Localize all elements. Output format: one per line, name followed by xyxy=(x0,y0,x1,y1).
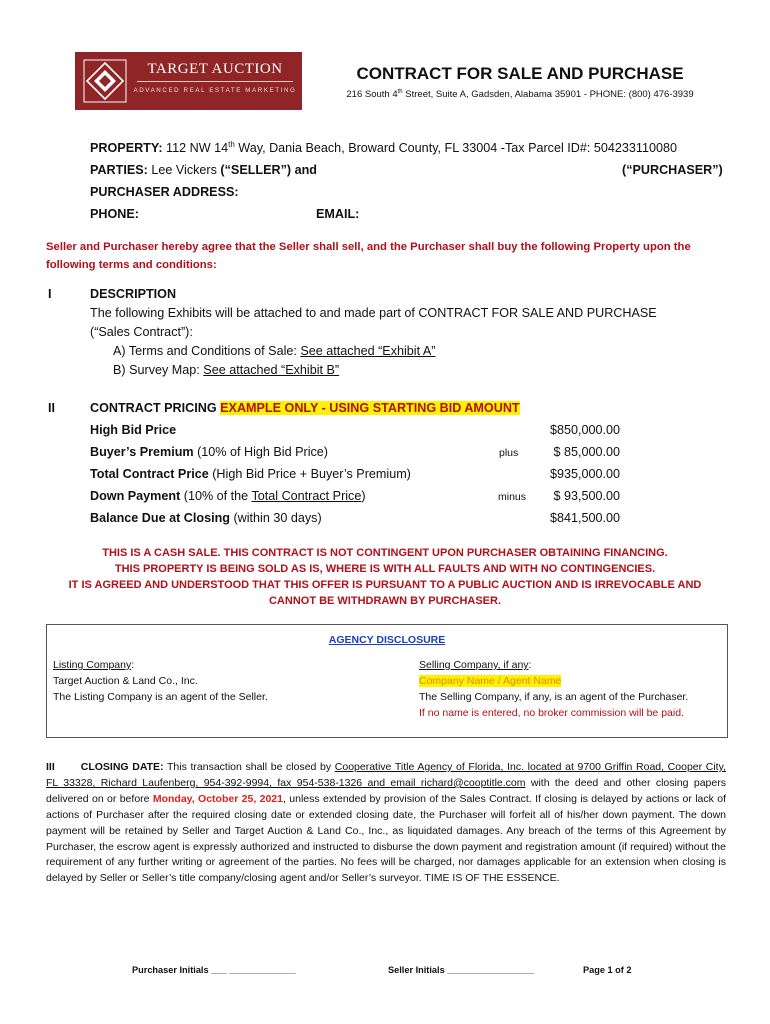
logo-tagline: ADVANCED REAL ESTATE MARKETING xyxy=(133,87,297,94)
email-label: EMAIL: xyxy=(316,207,360,221)
agency-title: AGENCY DISCLOSURE xyxy=(328,634,446,646)
price-amount: $935,000.00 xyxy=(549,467,620,481)
listing-description: The Listing Company is an agent of the Seller. xyxy=(53,691,268,703)
closing-date-value: Monday, October 25, 2021 xyxy=(152,792,283,805)
closing-date-label: CLOSING DATE: xyxy=(80,761,164,773)
selling-company-input[interactable]: Company Name / Agent Name xyxy=(419,675,562,687)
selling-note: If no name is entered, no broker commission will be paid. xyxy=(419,707,684,719)
price-amount: $850,000.00 xyxy=(549,423,620,437)
logo-brand-text: TARGET AUCTION xyxy=(147,61,283,77)
example-highlight: EXAMPLE ONLY - USING STARTING BID AMOUNT xyxy=(220,401,520,415)
exhibit-b-item: B) Survey Map: See attached “Exhibit B” xyxy=(113,363,340,377)
purchaser-tag: (“PURCHASER”) xyxy=(622,163,723,177)
intro-statement: Seller and Purchaser hereby agree that the Seller shall sell, and the Purchaser shall buy the following Property upon the following terms and conditions: xyxy=(46,241,691,271)
section-1-heading: DESCRIPTION xyxy=(90,287,177,301)
exhibit-a-item: A) Terms and Conditions of Sale: See attached “Exhibit A” xyxy=(113,344,436,358)
logo-divider xyxy=(137,81,293,82)
agency-disclosure-box xyxy=(46,624,728,738)
section-2-number: II xyxy=(48,401,55,415)
exhibit-b-link[interactable]: See attached “Exhibit B” xyxy=(203,363,340,377)
price-amount: $ 93,500.00 xyxy=(553,489,620,503)
property-line: PROPERTY: 112 NW 14th Way, Dania Beach, Broward County, FL 33004 -Tax Parcel ID#: 504233110080 xyxy=(90,140,677,156)
price-row-high-bid: High Bid Price xyxy=(90,423,177,437)
property-label: PROPERTY: xyxy=(90,141,163,156)
section-1-number: I xyxy=(48,287,52,301)
price-row-down-payment: Down Payment (10% of the Total Contract Price) xyxy=(90,489,366,503)
listing-label: Listing Company: xyxy=(53,659,135,671)
price-modifier: minus xyxy=(498,491,527,503)
company-address: 216 South 4th Street, Suite A, Gadsden, Alabama 35901 - PHONE: (800) 476-3939 xyxy=(346,89,694,101)
section-1-text-2: (“Sales Contract”): xyxy=(90,325,193,339)
company-logo xyxy=(75,52,302,110)
section-3-number: III xyxy=(46,761,55,773)
price-amount: $841,500.00 xyxy=(549,511,620,525)
price-row-total: Total Contract Price (High Bid Price + Buyer’s Premium) xyxy=(90,467,411,481)
price-modifier: plus xyxy=(499,447,519,459)
price-amount: $ 85,000.00 xyxy=(553,445,620,459)
diamond-logo-icon xyxy=(83,59,127,103)
phone-label: PHONE: xyxy=(90,207,139,221)
notice-irrevocable: IT IS AGREED AND UNDERSTOOD THAT THIS OFFER IS PURSUANT TO A PUBLIC AUCTION AND IS IRREVOCABLE AND xyxy=(68,579,702,591)
section-1-text: The following Exhibits will be attached to and made part of CONTRACT FOR SALE AND PURCHASE xyxy=(90,306,657,320)
page-number: Page 1 of 2 xyxy=(583,965,632,975)
seller-initials-field[interactable]: Seller Initials _________________ xyxy=(388,965,535,975)
notice-cash-sale: THIS IS A CASH SALE. THIS CONTRACT IS NOT CONTINGENT UPON PURCHASER OBTAINING FINANCING. xyxy=(102,547,668,559)
document-title: CONTRACT FOR SALE AND PURCHASE xyxy=(356,64,684,83)
listing-company-name: Target Auction & Land Co., Inc. xyxy=(53,675,198,687)
price-row-balance: Balance Due at Closing (within 30 days) xyxy=(90,511,322,525)
selling-label: Selling Company, if any: xyxy=(419,659,532,671)
section-2-heading: CONTRACT PRICING EXAMPLE ONLY - USING STARTING BID AMOUNT xyxy=(90,401,520,415)
selling-description: The Selling Company, if any, is an agent of the Purchaser. xyxy=(419,691,689,703)
notice-as-is: THIS PROPERTY IS BEING SOLD AS IS, WHERE IS WITH ALL FAULTS AND WITH NO CONTINGENCIES. xyxy=(114,563,656,575)
purchaser-initials-field[interactable]: Purchaser Initials ___ _____________ xyxy=(132,965,296,975)
closing-date-section: III CLOSING DATE: This transaction shall be closed by Cooperative Title Agency of Florida, Inc. located at 9700 Griffin Road, Cooper City, FL 33328, Richard Laufenberg, 954-392-9994, fax 954-538-1326 and email richard@cooptitle.com with the deed and other closing papers delivered on or before Monday, October 25, 2021, unless extended by provision of the Sales Contract. If closing is delayed by actions or lack of actions of Purchaser after the required closing date or extended closing date, the Purchaser will forfeit all of his/her down payment. The down payment will be retained by Seller and Target Auction & Land Co., Inc., as liquidated damages. Any breach of the terms of this Agreement by Purchaser, the escrow agent is expressly authorized and instructed to disburse the down payment and registration amount (if required) without the requirement of any further writing or agreement of the parties. No fees will be charged, nor damages applicable for an extension when closing is delayed by Seller or Seller’s title company/closing agent and/or Seller’s surveyor. TIME IS OF THE ESSENCE. xyxy=(46,761,726,885)
exhibit-a-link[interactable]: See attached “Exhibit A” xyxy=(300,344,436,358)
price-row-buyers-premium: Buyer’s Premium (10% of High Bid Price) xyxy=(90,445,328,459)
title-agency-link[interactable]: Cooperative Title Agency of Florida, Inc. located at 9700 Griffin Road, Cooper City, FL 33328, Richard Laufenberg, 954-392-9994, fax 954-538-1326 and email richard@cooptitle.com xyxy=(46,761,726,789)
parties-line: PARTIES: Lee Vickers (“SELLER”) and xyxy=(90,163,317,177)
purchaser-address-label: PURCHASER ADDRESS: xyxy=(90,185,239,199)
notice-irrevocable-2: CANNOT BE WITHDRAWN BY PURCHASER. xyxy=(268,595,502,607)
seller-name: Lee Vickers xyxy=(147,163,221,177)
